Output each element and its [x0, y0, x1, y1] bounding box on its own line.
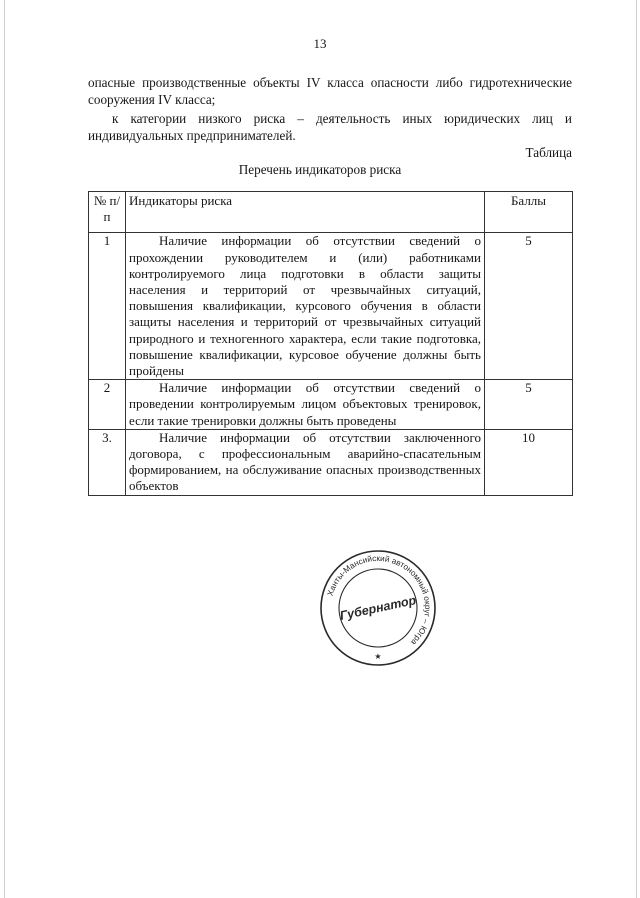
indicator-text: Наличие информации об отсутствии сведений о проведении контролируемым лицом объектовых тренировок, если такие тренировки должны быть проведены [129, 380, 481, 428]
paragraph-high-risk-continuation: опасные производственные объекты IV класса опасности либо гидротехнические сооружения IV класса; [88, 75, 572, 107]
page-edge-left [4, 0, 5, 898]
seal-center-text: Губернатор [338, 593, 418, 623]
indicator-text: Наличие информации об отсутствии сведений о прохождении руководителем и (или) работниками контролируемого лица подготовки в области защиты населения и территорий от чрезвычайных ситуаций, повышения квалификации, курсового обучения в области защиты населения и территорий от чрезвычайных ситуаций природного и техногенного характера, если такие подготовка, повышение квалификации, курсовое обучение должны быть пройдены [129, 233, 481, 379]
risk-indicators-table [88, 191, 573, 496]
row-indicator [126, 380, 485, 430]
table-row [89, 233, 573, 380]
row-score: 10 [485, 429, 573, 495]
row-indicator [126, 233, 485, 380]
row-number: 1 [89, 233, 126, 380]
indicator-text: Наличие информации об отсутствии заключенного договора, с профессиональным аварийно-спасательным формированием, на обслуживание опасных производственных объектов [129, 429, 481, 494]
page-number: 13 [313, 36, 327, 51]
row-number: 2 [89, 380, 126, 430]
row-score: 5 [485, 380, 573, 430]
header-number: № п/п [89, 192, 126, 233]
page-edge-right [636, 0, 637, 898]
table-header-row [89, 192, 573, 233]
table-caption: Таблица [525, 145, 572, 160]
paragraph-low-risk: к категории низкого риска – деятельность иных юридических лиц и индивидуальных предпринимателей. [88, 111, 572, 143]
row-indicator [126, 429, 485, 495]
governor-seal-stamp [318, 548, 438, 668]
row-score: 5 [485, 233, 573, 380]
table-title: Перечень индикаторов риска [238, 162, 402, 177]
table-row [89, 429, 573, 495]
header-score: Баллы [485, 192, 573, 233]
table-row [89, 380, 573, 430]
seal-star-icon: ★ [374, 652, 382, 661]
header-indicator: Индикаторы риска [126, 192, 485, 233]
seal-ring-text: Ханты-Мансийский автономный округ – Югра [325, 553, 433, 647]
row-number: 3. [89, 429, 126, 495]
